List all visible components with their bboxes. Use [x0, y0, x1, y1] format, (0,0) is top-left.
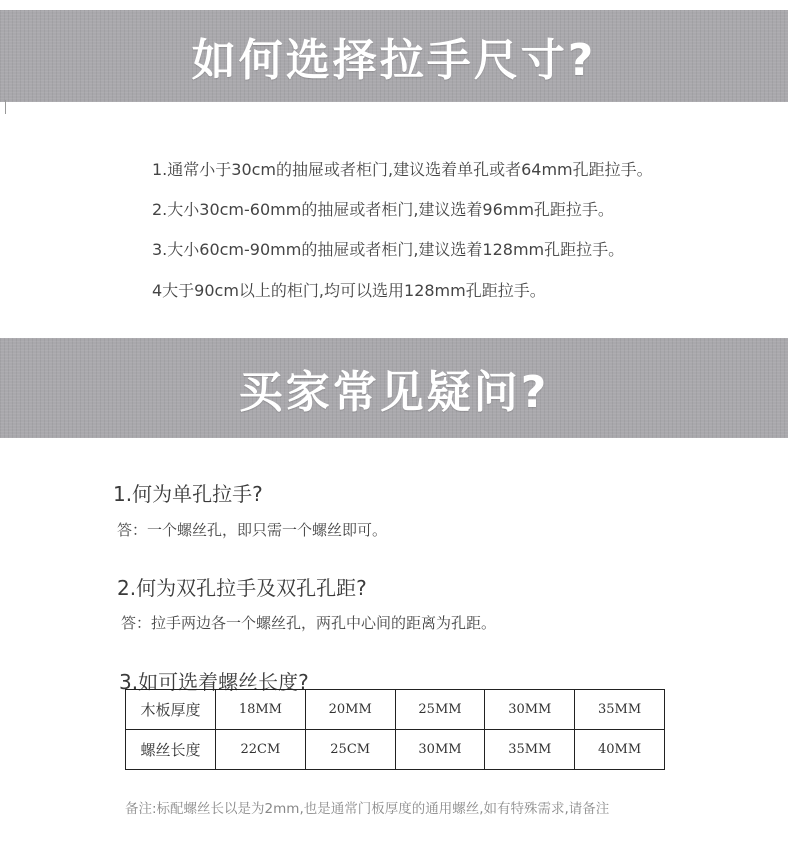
table-cell: 25CM [305, 730, 395, 770]
table-cell: 18MM [216, 690, 306, 730]
faq-question: 3.如可选着螺丝长度? [119, 670, 309, 694]
table-cell: 30MM [395, 730, 485, 770]
table-row [126, 690, 665, 730]
divider [5, 100, 6, 114]
table-row [126, 730, 665, 770]
size-tip: 2.大小30cm-60mm的抽屉或者柜门,建议选着96mm孔距拉手。 [152, 200, 614, 219]
table-cell: 20MM [305, 690, 395, 730]
table-cell: 35MM [575, 690, 665, 730]
section-title: 如何选择拉手尺寸? [191, 35, 597, 86]
row-header: 木板厚度 [126, 690, 216, 730]
table-cell: 22CM [216, 730, 306, 770]
table-cell: 30MM [485, 690, 575, 730]
screw-length-table [125, 689, 665, 770]
table-cell: 25MM [395, 690, 485, 730]
faq-question: 1.何为单孔拉手? [113, 482, 263, 506]
row-header: 螺丝长度 [126, 730, 216, 770]
faq-question: 2.何为双孔拉手及双孔孔距? [117, 576, 367, 600]
footnote: 备注:标配螺丝长以是为2mm,也是通常门板厚度的通用螺丝,如有特殊需求,请备注 [125, 801, 610, 817]
size-tip: 3.大小60cm-90mm的抽屉或者柜门,建议选着128mm孔距拉手。 [152, 240, 625, 259]
size-tip: 1.通常小于30cm的抽屉或者柜门,建议选着单孔或者64mm孔距拉手。 [152, 160, 653, 179]
size-tip: 4大于90cm以上的柜门,均可以选用128mm孔距拉手。 [152, 281, 546, 300]
header-banner-size-guide [0, 10, 788, 102]
table-cell: 35MM [485, 730, 575, 770]
section-title: 买家常见疑问? [238, 367, 550, 418]
table-cell: 40MM [575, 730, 665, 770]
header-banner-faq [0, 338, 788, 438]
faq-answer: 答：一个螺丝孔，即只需一个螺丝即可。 [117, 521, 388, 539]
faq-answer: 答：拉手两边各一个螺丝孔，两孔中心间的距离为孔距。 [121, 614, 497, 632]
